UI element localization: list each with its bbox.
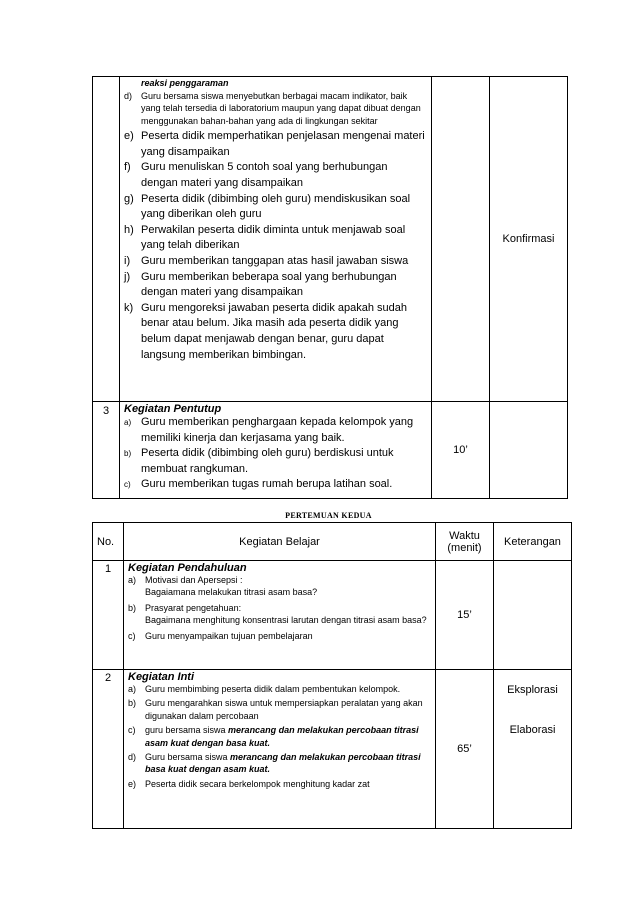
item-text: Peserta didik secara berkelompok menghitung kadar zat [145, 778, 370, 789]
activity-table-meeting-2 [92, 522, 572, 829]
item-marker: c) [124, 480, 131, 490]
row-number-cell [93, 402, 120, 499]
list-item [128, 683, 429, 695]
item-marker: c) [128, 725, 136, 736]
item-marker: h) [124, 223, 134, 236]
section-title: PERTEMUAN KEDUA [285, 511, 372, 520]
row-number: 2 [104, 672, 112, 684]
list-item [124, 446, 425, 477]
row-number-cell [93, 670, 124, 829]
activity-cell [120, 77, 432, 402]
time-cell [432, 77, 490, 402]
time-cell [436, 561, 494, 670]
list-item [124, 270, 425, 301]
item-text: Guru menyampaikan tujuan pembelajaran [145, 630, 313, 641]
list-item [128, 697, 429, 722]
item-text: Peserta didik (dibimbing oleh guru) berdiskusi untuk membuat rangkuman. [141, 447, 394, 475]
note-konfirmasi: Konfirmasi [502, 233, 555, 245]
item-marker: f) [124, 161, 131, 174]
item-text: Guru memberikan tanggapan atas hasil jawaban siswa [141, 254, 409, 267]
item-text: Guru menuliskan 5 contoh soal yang berhubungan dengan materi yang disampaikan [141, 161, 388, 189]
item-subtext: Bagaiamana melakukan titrasi asam basa? [145, 587, 318, 598]
item-text: Motivasi dan Apersepsi : [145, 575, 243, 585]
row-number: 3 [102, 405, 110, 417]
row-number-cell [93, 77, 120, 402]
item-marker: a) [128, 575, 137, 585]
table-row [93, 402, 568, 499]
item-marker: b) [124, 449, 132, 459]
item-marker: g) [124, 192, 134, 205]
item-marker: e) [128, 778, 137, 789]
item-text: Prasyarat pengetahuan: [145, 602, 242, 613]
item-marker: d) [124, 91, 133, 101]
note-cell [494, 561, 572, 670]
section-heading: Kegiatan Inti [128, 671, 195, 683]
header-note: Keterangan [494, 523, 572, 561]
activity-list [124, 574, 435, 642]
item-text: Guru mengarahkan siswa untuk mempersiapkan peralatan yang akan digunakan dalam percobaan [145, 698, 423, 721]
list-item [124, 301, 425, 363]
item-text: Peserta didik memperhatikan penjelasan mengenai materi yang disampaikan [141, 130, 425, 158]
table-row [93, 561, 572, 670]
table-row [93, 77, 568, 402]
time-cell [432, 402, 490, 499]
item-marker: d) [128, 752, 137, 763]
item-text: Guru memberikan beberapa soal yang berhubungan dengan materi yang disampaikan [141, 270, 397, 299]
activity-cell [124, 670, 436, 829]
list-item [128, 630, 429, 642]
time-value: 10’ [453, 444, 468, 456]
table-row [93, 670, 572, 829]
item-marker: j) [124, 270, 131, 283]
item-text: Guru memberikan penghargaan kepada kelompok yang memiliki kinerja dan kerjasama yang baik. [141, 416, 414, 444]
list-item [128, 602, 429, 627]
activity-table-continued [92, 76, 568, 499]
item-marker: e) [124, 130, 134, 143]
item-text: Guru memberikan tugas rumah berupa latihan soal. [141, 478, 393, 491]
list-item [124, 254, 425, 270]
header-no: No. [93, 523, 124, 561]
time-value: 15’ [457, 609, 472, 621]
list-item [124, 223, 425, 254]
list-item [124, 160, 425, 191]
item-marker: c) [128, 630, 136, 641]
list-item [124, 477, 425, 493]
section-heading: Kegiatan Pentutup [124, 403, 222, 415]
item-marker: a) [128, 684, 137, 694]
item-marker: b) [128, 602, 137, 613]
row-number: 1 [104, 563, 112, 575]
item-text: Guru mengoreksi jawaban peserta didik apakah sudah benar atau belum. Jika masih ada peserta didik yang belum dapat menjawab dengan benar, guru dapat langsung memberikan bimbingan. [141, 301, 407, 361]
list-item [124, 415, 425, 446]
list-item [124, 192, 425, 223]
note-eksplorasi: Eksplorasi [507, 684, 558, 696]
time-value: 65’ [457, 743, 472, 755]
item-text: Perwakilan peserta didik diminta untuk menjawab soal yang telah diberikan [141, 223, 406, 252]
note-cell [490, 77, 568, 402]
activity-list [120, 89, 431, 363]
list-item [128, 574, 429, 599]
header-activity: Kegiatan Belajar [124, 523, 436, 561]
item-text-plain: guru bersama siswa [145, 725, 229, 736]
activity-cell [120, 402, 432, 499]
continued-text: reaksi penggaraman [141, 78, 229, 88]
item-marker: a) [124, 418, 132, 427]
time-cell [436, 670, 494, 829]
list-item [128, 751, 429, 776]
item-subtext: Bagaimana menghitung konsentrasi larutan dengan titrasi asam basa? [145, 615, 427, 626]
item-text: Peserta didik (dibimbing oleh guru) mendiskusikan soal yang diberikan oleh guru [141, 192, 411, 221]
item-marker: b) [128, 698, 137, 709]
section-heading: Kegiatan Pendahuluan [128, 562, 247, 574]
note-elaborasi: Elaborasi [509, 724, 556, 736]
item-text-plain: Guru bersama siswa [145, 752, 231, 763]
row-number-cell [93, 561, 124, 670]
list-item [128, 724, 429, 749]
item-marker: i) [124, 254, 131, 267]
item-text: Guru membimbing peserta didik dalam pembentukan kelompok. [145, 684, 401, 694]
table-header-row [93, 523, 572, 561]
activity-list [124, 683, 435, 790]
header-time: Waktu (menit) [436, 523, 494, 561]
item-text-bold: merancang dan melakukan percobaan titrasi asam kuat dengan basa kuat. [145, 725, 419, 748]
list-item [124, 129, 425, 160]
list-item [128, 778, 429, 790]
activity-list [120, 415, 431, 493]
item-text: Guru bersama siswa menyebutkan berbagai macam indikator, baik yang telah tersedia di laboratorium maupun yang dapat dibuat dengan menggunakan bahan-bahan yang ada di lingkungan sekitar [141, 91, 421, 126]
note-cell [494, 670, 572, 829]
item-marker: k) [124, 301, 134, 314]
item-text-bold: merancang dan melakukan percobaan titrasi basa kuat dengan asam kuat. [145, 752, 421, 775]
note-cell [490, 402, 568, 499]
list-item [124, 90, 425, 127]
activity-cell [124, 561, 436, 670]
